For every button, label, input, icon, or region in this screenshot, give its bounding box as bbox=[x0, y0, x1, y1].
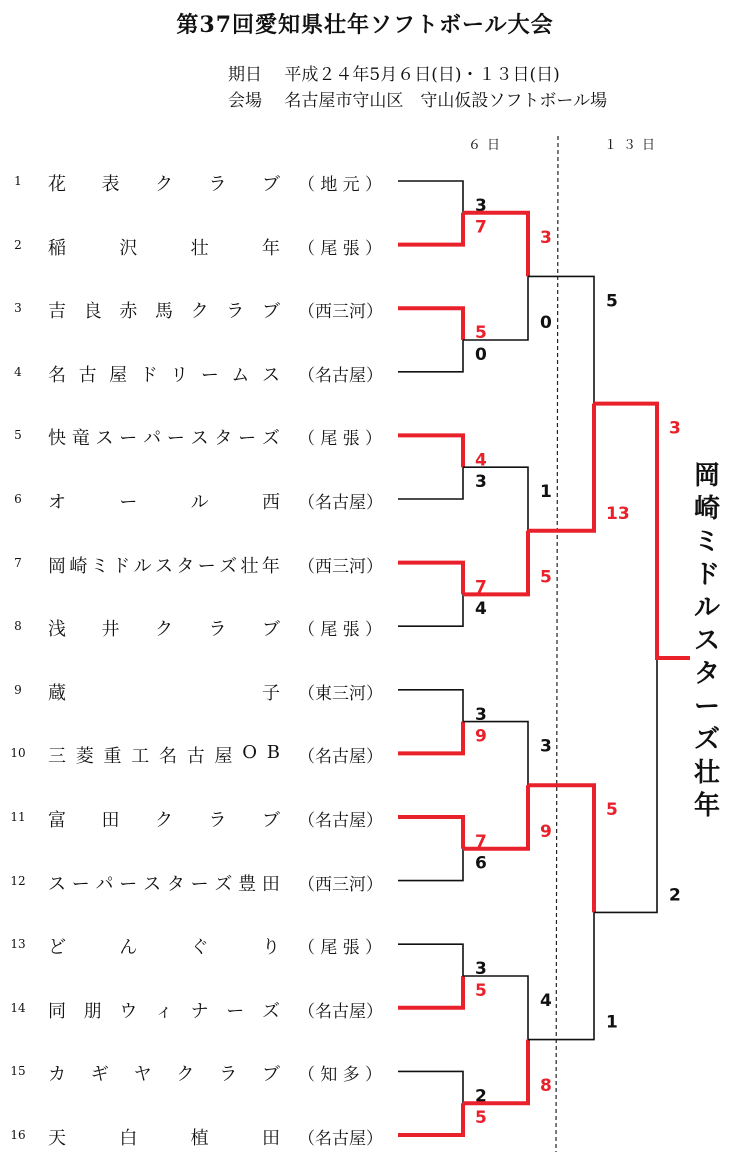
team-region-char: 尾 bbox=[320, 620, 338, 641]
team-name-char: O bbox=[242, 742, 258, 764]
team-name-char: ブ bbox=[261, 1064, 280, 1086]
team-name-char: パ bbox=[95, 873, 114, 895]
team-name-char: カ bbox=[48, 1064, 66, 1086]
champion-label bbox=[690, 460, 724, 823]
team-region-char: （ bbox=[298, 811, 315, 831]
date-value: 平成２４年5月６日(日)・１３日(日) bbox=[284, 65, 560, 85]
team-name-char: 西 bbox=[261, 492, 280, 513]
score-label: 7 bbox=[475, 217, 487, 238]
team-region-char: （ bbox=[298, 493, 315, 513]
team-name-char: ー bbox=[166, 428, 185, 450]
team-region-char: 屋 bbox=[349, 365, 366, 386]
bracket-win-line bbox=[463, 531, 528, 595]
team-region-char: 三 bbox=[332, 874, 349, 895]
score-label: 5 bbox=[475, 1108, 487, 1128]
team-name-char: 古 bbox=[186, 746, 205, 768]
team-name-char: 稲 bbox=[48, 237, 66, 259]
team-name-char: 名 bbox=[159, 746, 177, 768]
score-label: 4 bbox=[540, 991, 552, 1011]
score-label: 3 bbox=[669, 418, 681, 439]
team-number: 12 bbox=[10, 873, 26, 888]
team-region-char: ） bbox=[364, 238, 382, 259]
team-name-char: ー bbox=[119, 492, 138, 513]
score-label: 9 bbox=[540, 821, 552, 842]
team-region-char: （ bbox=[298, 683, 315, 704]
team-name-char: リ bbox=[170, 364, 189, 386]
team-name-char: 快 bbox=[48, 428, 66, 450]
team-name-char: ー bbox=[200, 364, 219, 386]
team-region-char: ） bbox=[366, 1129, 383, 1149]
team-name-char: 崎 bbox=[69, 555, 88, 577]
team-number: 7 bbox=[14, 555, 22, 570]
team-region-char: ） bbox=[366, 493, 383, 513]
team-region-char: 屋 bbox=[349, 1001, 366, 1022]
score-label: 1 bbox=[540, 482, 552, 503]
bracket-win-line bbox=[398, 817, 463, 849]
team-name-char: ク bbox=[190, 301, 209, 323]
team-region-char: （ bbox=[298, 938, 315, 959]
champion-char: ー bbox=[693, 692, 720, 722]
venue-value: 名古屋市守山区 守山仮設ソフトボール場 bbox=[284, 91, 608, 111]
team-name-char: ル bbox=[133, 555, 152, 577]
team-number: 4 bbox=[14, 364, 22, 379]
team-number: 13 bbox=[10, 937, 26, 952]
team-region-char: 河 bbox=[349, 302, 366, 323]
team-region-char: 地 bbox=[320, 175, 338, 195]
team-name-char: 植 bbox=[190, 1128, 209, 1149]
score-label: 7 bbox=[475, 577, 487, 598]
team-region-char: 名 bbox=[315, 747, 332, 768]
bracket-win-line bbox=[398, 213, 463, 245]
team-name-char: ス bbox=[48, 873, 66, 895]
team-region-char: （ bbox=[298, 1129, 315, 1149]
team-name-char: 田 bbox=[261, 1128, 280, 1149]
team-region-char: 尾 bbox=[320, 429, 338, 450]
team-region-char: ） bbox=[366, 811, 383, 831]
score-label: 13 bbox=[606, 503, 630, 524]
bracket-line bbox=[398, 1071, 463, 1103]
team-number: 5 bbox=[14, 428, 22, 443]
team-region-char: 古 bbox=[332, 493, 349, 513]
team-name-char: 重 bbox=[103, 746, 122, 768]
team-region-char: 河 bbox=[349, 874, 366, 895]
score-label: 3 bbox=[475, 959, 487, 980]
team-name-char: ブ bbox=[262, 174, 280, 195]
team-region-char: 屋 bbox=[349, 747, 366, 768]
team-name-char: ク bbox=[176, 1064, 195, 1086]
team-region-char: 張 bbox=[342, 938, 360, 959]
team-name-char: ブ bbox=[261, 301, 280, 323]
team-number: 9 bbox=[14, 682, 22, 697]
score-label: 1 bbox=[606, 1012, 618, 1033]
team-region-char: ） bbox=[364, 175, 382, 195]
team-name-char: ど bbox=[48, 937, 66, 959]
team-name-char: 壮 bbox=[240, 555, 259, 577]
team-region-char: 河 bbox=[349, 683, 366, 704]
bracket-line bbox=[528, 276, 594, 403]
team-region-char: 西 bbox=[315, 874, 332, 895]
team-name-char: ラ bbox=[208, 619, 227, 641]
champion-char: 年 bbox=[693, 791, 720, 821]
team-region-char: 知 bbox=[320, 1065, 338, 1086]
score-label: 2 bbox=[669, 885, 681, 906]
team-region-char: 名 bbox=[315, 365, 332, 386]
team-name-char: ク bbox=[155, 810, 173, 831]
team-name-char: ギ bbox=[90, 1064, 109, 1086]
team-name-char: り bbox=[261, 937, 280, 959]
score-label: 5 bbox=[606, 291, 618, 312]
team-name-char: 朋 bbox=[83, 1000, 102, 1022]
team-region-char: 西 bbox=[315, 302, 332, 323]
team-name-char: ク bbox=[155, 174, 173, 195]
day1-label: ６日 bbox=[468, 138, 507, 153]
team-name-char: 年 bbox=[261, 237, 280, 259]
team-region-char: 名 bbox=[315, 1001, 332, 1022]
score-label: 3 bbox=[540, 227, 552, 248]
champion-char: ル bbox=[693, 593, 720, 623]
team-name-char: ラ bbox=[219, 1064, 238, 1086]
score-label: 0 bbox=[540, 313, 552, 333]
team-name-char: 井 bbox=[101, 619, 120, 641]
bracket-line bbox=[463, 467, 528, 531]
team-name-char: ブ bbox=[262, 619, 280, 641]
team-region-char: 名 bbox=[315, 493, 332, 513]
team-number: 11 bbox=[10, 810, 26, 824]
team-name-char: ー bbox=[197, 555, 216, 577]
team-region-char: 屋 bbox=[349, 1129, 366, 1149]
team-name-char: ル bbox=[190, 492, 209, 513]
team-number: 14 bbox=[10, 1000, 26, 1015]
team-number: 10 bbox=[10, 746, 26, 761]
bracket-win-line bbox=[528, 785, 594, 912]
bracket-win-line bbox=[398, 1103, 463, 1135]
champion-char: ズ bbox=[693, 725, 720, 755]
team-number: 15 bbox=[10, 1064, 26, 1079]
venue-label: 会場 bbox=[228, 91, 262, 111]
team-number: 1 bbox=[14, 174, 22, 188]
team-region-char: 三 bbox=[332, 683, 349, 704]
team-name-char: 工 bbox=[131, 746, 150, 768]
team-name-char: ー bbox=[119, 428, 138, 450]
bracket-win-line bbox=[463, 785, 528, 849]
score-label: 0 bbox=[475, 344, 487, 365]
bracket-win-line bbox=[463, 1040, 528, 1107]
score-label: 4 bbox=[475, 450, 487, 471]
score-label: 3 bbox=[475, 472, 487, 492]
team-name-char: 屋 bbox=[109, 364, 128, 386]
team-number: 6 bbox=[14, 492, 22, 506]
team-name-char: 屋 bbox=[214, 746, 233, 768]
team-region-char: ） bbox=[366, 683, 383, 704]
team-region-char: （ bbox=[298, 874, 315, 895]
team-region-char: 張 bbox=[342, 429, 360, 450]
team-region-char: 東 bbox=[315, 683, 332, 704]
team-name-char: ヤ bbox=[133, 1064, 152, 1086]
team-region-char: ） bbox=[366, 747, 383, 768]
team-name-char: ミ bbox=[90, 555, 109, 577]
score-label: 8 bbox=[540, 1076, 552, 1097]
bracket-win-line bbox=[398, 722, 463, 754]
team-name-char: 田 bbox=[101, 810, 120, 831]
team-name-char: 蔵 bbox=[48, 682, 66, 704]
bracket-line bbox=[398, 467, 463, 499]
team-region-char: （ bbox=[298, 365, 315, 386]
team-region-char: 屋 bbox=[349, 811, 366, 831]
bracket-line bbox=[398, 690, 463, 722]
team-region-char: 名 bbox=[315, 1129, 332, 1149]
team-region-char: 河 bbox=[349, 556, 366, 577]
team-name-char: ク bbox=[155, 619, 173, 641]
team-name-char: 表 bbox=[101, 174, 120, 195]
team-region-char: （ bbox=[298, 1065, 315, 1086]
team-region-char: 古 bbox=[332, 811, 349, 831]
team-region-char: （ bbox=[298, 1001, 315, 1022]
team-region-char: ） bbox=[364, 620, 382, 641]
team-name-char: ズ bbox=[261, 428, 280, 450]
bracket-win-line bbox=[463, 213, 528, 277]
score-label: 5 bbox=[540, 567, 552, 588]
team-name-char: 富 bbox=[48, 810, 66, 831]
page-title: 第37回愛知県壮年ソフトボール大会 bbox=[176, 12, 554, 38]
team-name-char: ぐ bbox=[190, 937, 209, 959]
team-name-char: ス bbox=[95, 428, 114, 450]
team-region-char: 古 bbox=[332, 1001, 349, 1022]
bracket-line bbox=[398, 849, 463, 881]
team-region-char: 屋 bbox=[349, 493, 366, 513]
team-region-char: ） bbox=[366, 302, 383, 323]
bracket-win-line bbox=[398, 435, 463, 467]
team-name-char: 豊 bbox=[238, 873, 257, 895]
score-label: 5 bbox=[606, 800, 618, 821]
team-name-char: ズ bbox=[219, 555, 238, 577]
day-divider-line bbox=[556, 136, 558, 1152]
team-name-char: ブ bbox=[262, 810, 280, 831]
team-region-char: ） bbox=[366, 1001, 383, 1022]
team-name-char: ー bbox=[71, 873, 90, 895]
team-name-char: 壮 bbox=[190, 237, 209, 259]
team-number: 8 bbox=[14, 619, 22, 634]
team-number: 16 bbox=[10, 1128, 26, 1142]
team-region-char: （ bbox=[298, 620, 315, 641]
bracket-win-line bbox=[594, 404, 690, 658]
score-label: 4 bbox=[475, 599, 487, 620]
champion-char: ド bbox=[693, 560, 720, 590]
team-number: 2 bbox=[14, 237, 22, 252]
team-number: 3 bbox=[14, 301, 22, 316]
team-region-char: （ bbox=[298, 238, 315, 259]
team-region-char: 尾 bbox=[320, 238, 338, 259]
team-name-char: ズ bbox=[214, 873, 233, 895]
team-name-char: 菱 bbox=[75, 746, 94, 768]
team-name-char: 子 bbox=[262, 682, 280, 704]
score-label: 2 bbox=[475, 1086, 487, 1107]
team-name-char: ー bbox=[226, 1000, 245, 1022]
team-region-char: 三 bbox=[332, 302, 349, 323]
score-label: 3 bbox=[475, 196, 487, 216]
team-name-char: ム bbox=[231, 364, 250, 386]
champion-char: ミ bbox=[693, 527, 720, 557]
team-name-char: ー bbox=[190, 873, 209, 895]
team-region-char: （ bbox=[298, 747, 315, 768]
team-name-char: 花 bbox=[48, 174, 66, 195]
team-region-char: ） bbox=[364, 429, 382, 450]
team-region-char: （ bbox=[298, 302, 315, 323]
champion-char: タ bbox=[693, 659, 720, 689]
team-region-char: ） bbox=[366, 874, 383, 895]
team-name-char: ラ bbox=[208, 174, 227, 195]
bracket-win-line bbox=[398, 563, 463, 595]
team-name-char: 赤 bbox=[119, 301, 138, 323]
team-name-char: ラ bbox=[226, 301, 245, 323]
team-name-char: 吉 bbox=[48, 301, 66, 323]
team-name-char: ー bbox=[119, 873, 138, 895]
team-region-char: 張 bbox=[342, 238, 360, 259]
bracket-win-line bbox=[398, 308, 463, 340]
bracket-line bbox=[398, 181, 463, 213]
team-name-char: ズ bbox=[261, 1000, 280, 1022]
team-name-char: 沢 bbox=[119, 237, 138, 259]
score-label: 9 bbox=[475, 726, 487, 747]
bracket-line bbox=[528, 912, 594, 1039]
team-name-char: ス bbox=[143, 873, 162, 895]
bracket-line bbox=[463, 276, 528, 340]
bracket-win-line bbox=[528, 404, 594, 531]
team-name-char: 白 bbox=[119, 1128, 138, 1149]
team-name-char: B bbox=[266, 742, 280, 764]
team-name-char: タ bbox=[214, 428, 233, 450]
team-region-char: （ bbox=[298, 556, 315, 577]
bracket-line bbox=[398, 340, 463, 372]
score-label: 3 bbox=[540, 736, 552, 757]
score-label: 5 bbox=[475, 980, 487, 1001]
team-region-char: 三 bbox=[332, 556, 349, 577]
team-region-char: （ bbox=[298, 429, 315, 450]
team-region-char: ） bbox=[366, 365, 383, 386]
team-name-char: ナ bbox=[190, 1000, 209, 1022]
team-region-char: 張 bbox=[342, 620, 360, 641]
champion-char: 壮 bbox=[693, 758, 720, 788]
bracket-line bbox=[463, 976, 528, 1040]
team-name-char: ん bbox=[119, 937, 138, 959]
team-region-char: 西 bbox=[315, 556, 332, 577]
bracket-line bbox=[398, 944, 463, 976]
team-name-char: 馬 bbox=[154, 301, 173, 323]
team-name-char: タ bbox=[166, 873, 185, 895]
team-name-char: ド bbox=[112, 555, 131, 577]
team-region-char: 多 bbox=[342, 1065, 360, 1086]
team-name-char: パ bbox=[143, 428, 162, 450]
team-name-char: 竜 bbox=[71, 428, 90, 450]
team-name-char: ウ bbox=[119, 1000, 138, 1022]
date-label: 期日 bbox=[228, 65, 262, 85]
bracket-line bbox=[398, 594, 463, 626]
team-name-char: ラ bbox=[208, 810, 227, 831]
team-name-char: ス bbox=[154, 555, 173, 577]
team-name-char: ー bbox=[238, 428, 257, 450]
team-region-char: ） bbox=[366, 556, 383, 577]
team-name-char: 年 bbox=[261, 555, 280, 577]
team-name-char: 天 bbox=[48, 1128, 66, 1149]
team-name-char: 同 bbox=[48, 1000, 66, 1022]
bracket-line bbox=[463, 722, 528, 786]
team-region-char: 古 bbox=[332, 747, 349, 768]
team-name-char: 浅 bbox=[48, 619, 66, 641]
team-region-char: （ bbox=[298, 175, 315, 195]
team-name-char: 三 bbox=[48, 746, 66, 768]
score-label: 6 bbox=[475, 853, 487, 874]
champion-char: ス bbox=[693, 626, 720, 656]
team-name-char: タ bbox=[176, 555, 195, 577]
team-name-char: 岡 bbox=[48, 555, 66, 577]
bracket-line bbox=[594, 658, 657, 912]
team-name-char: ィ bbox=[154, 1000, 173, 1022]
team-region-char: 古 bbox=[332, 1129, 349, 1149]
score-label: 7 bbox=[475, 832, 487, 852]
champion-char: 崎 bbox=[693, 494, 720, 524]
team-region-char: ） bbox=[364, 1065, 382, 1086]
team-name-char: オ bbox=[48, 492, 66, 513]
team-name-char: 古 bbox=[78, 364, 97, 386]
team-name-char: ド bbox=[139, 364, 158, 386]
bracket-win-line bbox=[398, 976, 463, 1008]
team-region-char: 名 bbox=[315, 811, 332, 831]
score-label: 3 bbox=[475, 704, 487, 725]
team-name-char: 名 bbox=[48, 364, 66, 386]
team-region-char: ） bbox=[364, 938, 382, 959]
team-name-char: ス bbox=[261, 364, 280, 386]
team-name-char: 田 bbox=[261, 873, 280, 895]
team-region-char: 元 bbox=[342, 175, 360, 195]
team-name-char: ス bbox=[190, 428, 209, 450]
day2-label: １３日 bbox=[604, 138, 662, 153]
team-region-char: 尾 bbox=[320, 938, 338, 959]
team-region-char: 古 bbox=[332, 365, 349, 386]
team-name-char: 良 bbox=[83, 301, 102, 323]
score-label: 5 bbox=[475, 323, 487, 344]
champion-char: 岡 bbox=[693, 461, 720, 491]
